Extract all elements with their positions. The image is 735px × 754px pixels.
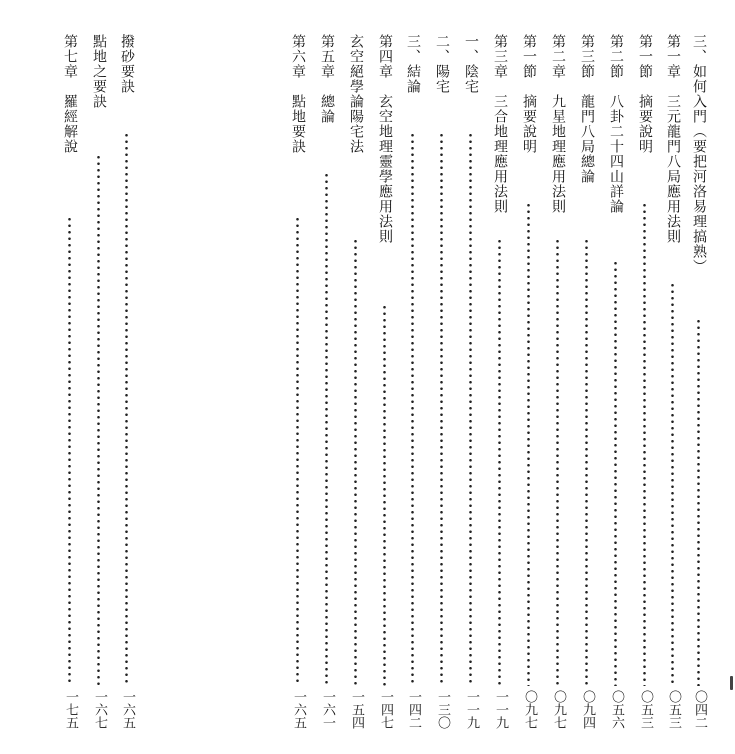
dot-leader <box>469 132 472 686</box>
dot-leader <box>527 202 530 686</box>
entry-page-number: 〇九七 <box>551 690 566 729</box>
entry-page-number: 〇九四 <box>580 690 595 729</box>
scan-edge-mark <box>730 676 733 690</box>
dot-leader <box>697 318 700 686</box>
toc-entry-chapter-3[interactable] <box>489 34 511 754</box>
entry-page-number: 一一九 <box>493 690 508 729</box>
entry-title: 第五章 總論 <box>319 34 335 124</box>
dot-leader <box>614 260 617 686</box>
entry-title: 三、結論 <box>405 34 421 94</box>
dot-leader <box>125 132 128 686</box>
dot-leader <box>643 202 646 686</box>
dot-leader <box>671 282 674 686</box>
toc-entry-chapter-6[interactable] <box>287 34 309 754</box>
dot-leader <box>556 238 559 686</box>
entry-page-number: 一七五 <box>63 690 78 729</box>
toc-entry-ch1-section-3[interactable] <box>576 34 598 754</box>
entry-title: 撥砂要訣 <box>119 34 135 94</box>
dot-leader <box>354 238 357 686</box>
toc-entry-xuankong-yang-house[interactable] <box>345 34 367 754</box>
dot-leader <box>383 304 386 686</box>
dot-leader <box>440 132 443 686</box>
dot-leader <box>97 154 100 686</box>
entry-title: 第三節 龍門八局總論 <box>579 34 595 184</box>
entry-page-number: 一六五 <box>291 690 306 729</box>
entry-page-number: 一一九 <box>464 690 479 729</box>
entry-title: 第七章 羅經解說 <box>62 34 78 154</box>
entry-page-number: 一六七 <box>92 690 107 729</box>
entry-page-number: 一四七 <box>378 690 393 729</box>
entry-title: 第六章 點地要訣 <box>290 34 306 154</box>
entry-page-number: 一六一 <box>320 690 335 729</box>
entry-title: 玄空絕學論陽宅法 <box>348 34 364 154</box>
dot-leader <box>325 172 328 686</box>
entry-title: 二、陽宅 <box>434 34 450 94</box>
dot-leader <box>411 132 414 686</box>
entry-title: 第一節 摘要說明 <box>637 34 653 154</box>
toc-entry-chapter-7[interactable] <box>59 34 81 754</box>
dot-leader <box>296 216 299 686</box>
dot-leader <box>498 238 501 686</box>
entry-title: 第三章 三合地理應用法則 <box>492 34 508 214</box>
entry-title: 點地之要訣 <box>91 34 107 109</box>
entry-title: 第一章 三元龍門八局應用法則 <box>665 34 681 244</box>
entry-title: 第二節 八卦二十四山詳論 <box>608 34 624 214</box>
toc-entry-ch1-section-2[interactable] <box>605 34 627 754</box>
entry-page-number: 一四二 <box>406 690 421 729</box>
toc-entry-chapter-4[interactable] <box>374 34 396 754</box>
toc-entry-chapter-1[interactable] <box>662 34 684 754</box>
entry-page-number: 一六五 <box>120 690 135 729</box>
entry-title: 一、陰宅 <box>463 34 479 94</box>
entry-page-number: 一五四 <box>349 690 364 729</box>
entry-title: 三、如何入門（要把河洛易理搞熟） <box>691 34 707 274</box>
toc-entry-chapter-5[interactable] <box>316 34 338 754</box>
entry-page-number: 〇五三 <box>638 690 653 729</box>
toc-entry-ch3-yin-house[interactable] <box>460 34 482 754</box>
entry-page-number: 〇五六 <box>609 690 624 729</box>
entry-page-number: 〇九七 <box>522 690 537 729</box>
toc-entry-diandi-secret[interactable] <box>88 34 110 754</box>
entry-title: 第一節 摘要說明 <box>521 34 537 154</box>
entry-page-number: 〇四二 <box>692 690 707 729</box>
entry-title: 第二章 九星地理應用法則 <box>550 34 566 214</box>
entry-title: 第四章 玄空地理靈學應用法則 <box>377 34 393 244</box>
toc-entry-bosha-secret[interactable] <box>116 34 138 754</box>
entry-page-number: 一三〇 <box>435 690 450 729</box>
toc-entry-ch3-conclusion[interactable] <box>402 34 424 754</box>
entry-page-number: 〇五三 <box>666 690 681 729</box>
dot-leader <box>585 238 588 686</box>
toc-entry-chapter-2[interactable] <box>547 34 569 754</box>
toc-entry-ch2-section-1[interactable] <box>518 34 540 754</box>
toc-entry-ch1-section-1[interactable] <box>634 34 656 754</box>
toc-entry-section-3-how-to-begin[interactable] <box>688 34 710 754</box>
dot-leader <box>68 216 71 686</box>
toc-entry-ch3-yang-house[interactable] <box>431 34 453 754</box>
